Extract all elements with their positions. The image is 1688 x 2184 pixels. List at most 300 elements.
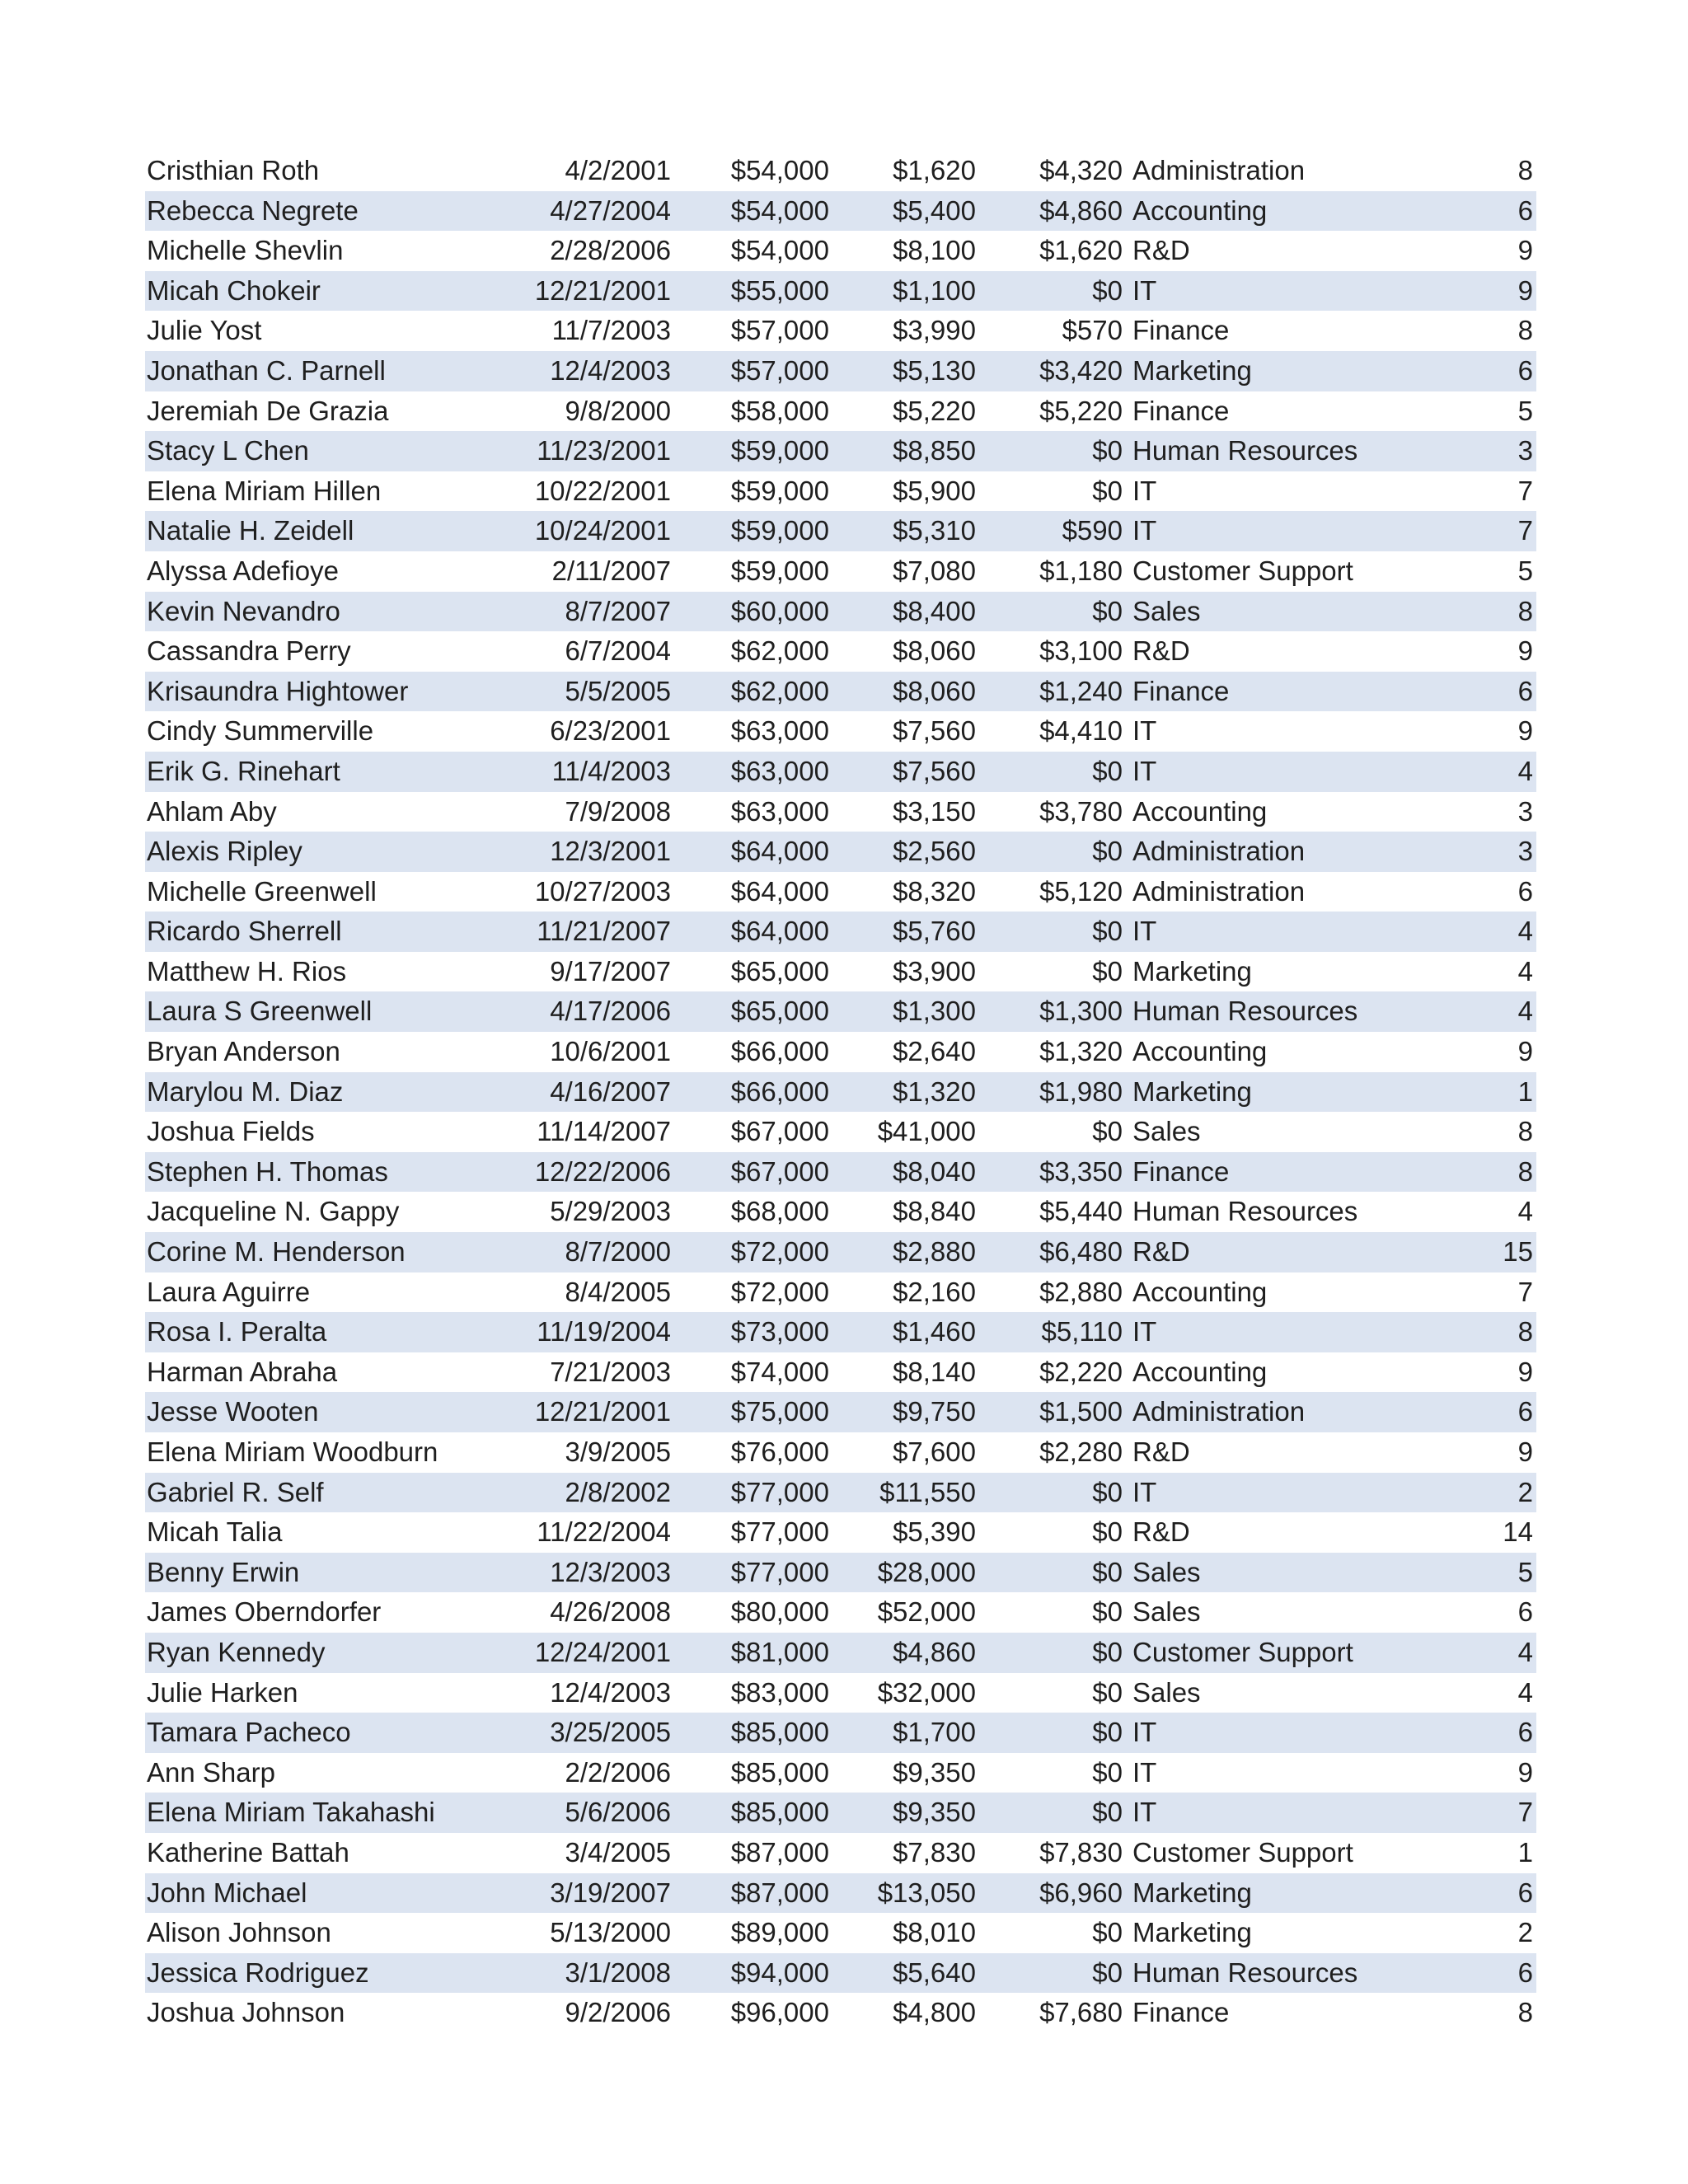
table-row <box>145 1072 1536 1113</box>
department-cell: Customer Support <box>1132 1836 1353 1868</box>
employee-name-cell: Michelle Shevlin <box>147 235 344 266</box>
table-row <box>145 1913 1536 1953</box>
employee-name-cell: Harman Abraha <box>147 1356 338 1387</box>
rating-cell: 3 <box>1517 435 1533 466</box>
department-cell: Marketing <box>1132 354 1252 386</box>
hire-date-cell: 8/4/2005 <box>565 1276 671 1307</box>
bonus-cell: $3,900 <box>893 955 976 987</box>
employee-name-cell: Bryan Anderson <box>147 1036 340 1067</box>
department-cell: Customer Support <box>1132 1636 1353 1667</box>
salary-cell: $72,000 <box>730 1276 829 1307</box>
table-row <box>145 1192 1536 1232</box>
adjustment-cell: $5,110 <box>1041 1316 1123 1347</box>
hire-date-cell: 4/16/2007 <box>550 1076 671 1107</box>
salary-cell: $73,000 <box>730 1316 829 1347</box>
department-cell: Sales <box>1132 1596 1201 1628</box>
adjustment-cell: $0 <box>1092 1797 1123 1828</box>
bonus-cell: $28,000 <box>877 1556 976 1587</box>
employee-name-cell: Cassandra Perry <box>147 635 351 667</box>
department-cell: IT <box>1132 1316 1157 1347</box>
bonus-cell: $5,400 <box>893 194 976 226</box>
adjustment-cell: $1,500 <box>1039 1396 1123 1427</box>
department-cell: Administration <box>1132 1396 1306 1427</box>
salary-cell: $62,000 <box>730 635 829 667</box>
bonus-cell: $1,460 <box>893 1316 976 1347</box>
department-cell: Finance <box>1132 1155 1230 1187</box>
salary-cell: $54,000 <box>730 155 829 185</box>
rating-cell: 8 <box>1517 1316 1533 1347</box>
rating-cell: 9 <box>1517 635 1533 667</box>
department-cell: IT <box>1132 1756 1157 1788</box>
rating-cell: 1 <box>1517 1076 1533 1107</box>
department-cell: Accounting <box>1132 194 1268 226</box>
bonus-cell: $9,350 <box>893 1797 976 1828</box>
hire-date-cell: 8/7/2000 <box>565 1236 671 1268</box>
table-row <box>145 391 1536 432</box>
employee-name-cell: Benny Erwin <box>147 1556 300 1587</box>
table-row <box>145 672 1536 712</box>
rating-cell: 5 <box>1517 395 1533 426</box>
rating-cell: 9 <box>1517 235 1533 266</box>
rating-cell: 8 <box>1517 315 1533 346</box>
employee-name-cell: Jessica Rodriguez <box>147 1957 369 1988</box>
department-cell: Marketing <box>1132 955 1252 987</box>
employee-name-cell: Erik G. Rinehart <box>147 755 340 786</box>
hire-date-cell: 9/2/2006 <box>565 1997 671 2028</box>
table-row <box>145 1032 1536 1072</box>
department-cell: IT <box>1132 475 1157 506</box>
bonus-cell: $7,830 <box>893 1836 976 1868</box>
employee-name-cell: Cindy Summerville <box>147 715 374 747</box>
hire-date-cell: 2/11/2007 <box>551 555 671 586</box>
adjustment-cell: $6,960 <box>1039 1877 1123 1908</box>
salary-cell: $96,000 <box>730 1997 829 2028</box>
hire-date-cell: 2/2/2006 <box>565 1756 671 1788</box>
hire-date-cell: 7/21/2003 <box>550 1356 671 1387</box>
salary-cell: $64,000 <box>730 875 829 907</box>
employee-name-cell: Rebecca Negrete <box>147 194 359 226</box>
table-row <box>145 511 1536 551</box>
rating-cell: 4 <box>1517 1636 1533 1667</box>
employee-name-cell: James Oberndorfer <box>147 1596 382 1628</box>
hire-date-cell: 11/4/2003 <box>551 755 671 786</box>
adjustment-cell: $0 <box>1092 916 1123 947</box>
hire-date-cell: 10/22/2001 <box>534 475 671 506</box>
rating-cell: 9 <box>1517 715 1533 747</box>
adjustment-cell: $3,350 <box>1039 1155 1123 1187</box>
department-cell: IT <box>1132 515 1157 546</box>
department-cell: Finance <box>1132 1997 1230 2028</box>
rating-cell: 5 <box>1517 555 1533 586</box>
bonus-cell: $8,040 <box>893 1155 976 1187</box>
bonus-cell: $8,840 <box>893 1196 976 1227</box>
table-row <box>145 351 1536 391</box>
bonus-cell: $8,850 <box>893 435 976 466</box>
bonus-cell: $8,010 <box>893 1917 976 1948</box>
hire-date-cell: 12/21/2001 <box>534 274 671 306</box>
table-row <box>145 872 1536 912</box>
salary-cell: $85,000 <box>730 1717 829 1748</box>
bonus-cell: $1,100 <box>893 274 976 306</box>
rating-cell: 6 <box>1517 354 1533 386</box>
employee-name-cell: Ryan Kennedy <box>147 1636 326 1667</box>
hire-date-cell: 11/22/2004 <box>537 1516 671 1548</box>
table-row <box>145 1592 1536 1633</box>
bonus-cell: $5,900 <box>893 475 976 506</box>
salary-cell: $72,000 <box>730 1236 829 1268</box>
rating-cell: 9 <box>1517 274 1533 306</box>
table-row <box>145 191 1536 232</box>
adjustment-cell: $2,280 <box>1039 1436 1123 1467</box>
table-row <box>145 471 1536 512</box>
employee-name-cell: Julie Yost <box>147 315 262 346</box>
salary-cell: $85,000 <box>730 1756 829 1788</box>
adjustment-cell: $3,420 <box>1039 354 1123 386</box>
department-cell: IT <box>1132 1717 1157 1748</box>
rating-cell: 6 <box>1517 1877 1533 1908</box>
department-cell: R&D <box>1132 1236 1190 1268</box>
department-cell: Accounting <box>1132 1356 1268 1387</box>
department-cell: Accounting <box>1132 1036 1268 1067</box>
department-cell: Sales <box>1132 1556 1201 1587</box>
salary-cell: $65,000 <box>730 996 829 1027</box>
employee-name-cell: Micah Talia <box>147 1516 283 1548</box>
salary-cell: $57,000 <box>730 354 829 386</box>
table-row <box>145 1312 1536 1352</box>
adjustment-cell: $0 <box>1092 595 1123 626</box>
salary-cell: $64,000 <box>730 836 829 867</box>
rating-cell: 7 <box>1517 475 1533 506</box>
department-cell: Sales <box>1132 595 1201 626</box>
bonus-cell: $7,080 <box>893 555 976 586</box>
rating-cell: 1 <box>1517 1836 1533 1868</box>
hire-date-cell: 12/22/2006 <box>534 1155 671 1187</box>
adjustment-cell: $0 <box>1092 1116 1123 1147</box>
salary-cell: $77,000 <box>730 1556 829 1587</box>
department-cell: R&D <box>1132 235 1190 266</box>
adjustment-cell: $1,320 <box>1039 1036 1123 1067</box>
department-cell: Administration <box>1132 836 1306 867</box>
hire-date-cell: 6/23/2001 <box>550 715 671 747</box>
table-row <box>145 711 1536 752</box>
table-row <box>145 1753 1536 1793</box>
hire-date-cell: 9/8/2000 <box>565 395 671 426</box>
salary-cell: $64,000 <box>730 916 829 947</box>
bonus-cell: $5,310 <box>893 515 976 546</box>
adjustment-cell: $1,240 <box>1039 675 1123 706</box>
bonus-cell: $7,600 <box>893 1436 976 1467</box>
hire-date-cell: 12/4/2003 <box>550 354 671 386</box>
bonus-cell: $2,160 <box>893 1276 976 1307</box>
table-row <box>145 311 1536 351</box>
salary-cell: $59,000 <box>730 435 829 466</box>
hire-date-cell: 11/7/2003 <box>551 315 671 346</box>
adjustment-cell: $0 <box>1092 1756 1123 1788</box>
employee-name-cell: Micah Chokeir <box>147 274 321 306</box>
rating-cell: 15 <box>1503 1236 1533 1268</box>
salary-cell: $87,000 <box>730 1836 829 1868</box>
adjustment-cell: $3,100 <box>1039 635 1123 667</box>
adjustment-cell: $4,320 <box>1039 155 1123 185</box>
employee-name-cell: Elena Miriam Woodburn <box>147 1436 438 1467</box>
salary-cell: $80,000 <box>730 1596 829 1628</box>
table-row <box>145 1953 1536 1994</box>
adjustment-cell: $2,220 <box>1039 1356 1123 1387</box>
employee-name-cell: Cristhian Roth <box>147 155 320 185</box>
rating-cell: 6 <box>1517 875 1533 907</box>
bonus-cell: $41,000 <box>877 1116 976 1147</box>
department-cell: Human Resources <box>1132 996 1358 1027</box>
rating-cell: 9 <box>1517 1436 1533 1467</box>
rating-cell: 8 <box>1517 1155 1533 1187</box>
hire-date-cell: 2/28/2006 <box>550 235 671 266</box>
hire-date-cell: 11/21/2007 <box>537 916 671 947</box>
salary-cell: $83,000 <box>730 1676 829 1708</box>
salary-cell: $58,000 <box>730 395 829 426</box>
salary-cell: $77,000 <box>730 1516 829 1548</box>
table-row <box>145 1272 1536 1313</box>
rating-cell: 7 <box>1517 515 1533 546</box>
bonus-cell: $7,560 <box>893 715 976 747</box>
department-cell: Accounting <box>1132 1276 1268 1307</box>
salary-cell: $54,000 <box>730 235 829 266</box>
table-row <box>145 431 1536 471</box>
department-cell: Finance <box>1132 395 1230 426</box>
salary-cell: $66,000 <box>730 1076 829 1107</box>
employee-name-cell: Jacqueline N. Gappy <box>147 1196 400 1227</box>
rating-cell: 6 <box>1517 1596 1533 1628</box>
salary-cell: $75,000 <box>730 1396 829 1427</box>
department-cell: R&D <box>1132 635 1190 667</box>
rating-cell: 4 <box>1517 955 1533 987</box>
employee-name-cell: Elena Miriam Hillen <box>147 475 382 506</box>
bonus-cell: $5,130 <box>893 354 976 386</box>
rating-cell: 9 <box>1517 1356 1533 1387</box>
table-row <box>145 271 1536 312</box>
bonus-cell: $5,220 <box>893 395 976 426</box>
department-cell: R&D <box>1132 1436 1190 1467</box>
table-row <box>145 1553 1536 1593</box>
adjustment-cell: $1,620 <box>1039 235 1123 266</box>
salary-cell: $59,000 <box>730 515 829 546</box>
salary-cell: $55,000 <box>730 274 829 306</box>
department-cell: Marketing <box>1132 1917 1252 1948</box>
employee-name-cell: Stephen H. Thomas <box>147 1155 388 1187</box>
hire-date-cell: 3/25/2005 <box>550 1717 671 1748</box>
rating-cell: 7 <box>1517 1276 1533 1307</box>
adjustment-cell: $0 <box>1092 475 1123 506</box>
table-row <box>145 752 1536 792</box>
employee-name-cell: Jonathan C. Parnell <box>147 354 386 386</box>
table-row <box>145 551 1536 592</box>
rating-cell: 7 <box>1517 1797 1533 1828</box>
hire-date-cell: 3/4/2005 <box>565 1836 671 1868</box>
adjustment-cell: $1,300 <box>1039 996 1123 1027</box>
rating-cell: 4 <box>1517 996 1533 1027</box>
table-row <box>145 952 1536 992</box>
department-cell: Human Resources <box>1132 1957 1358 1988</box>
bonus-cell: $1,320 <box>893 1076 976 1107</box>
table-row <box>145 1633 1536 1673</box>
bonus-cell: $5,760 <box>893 916 976 947</box>
employee-name-cell: Ann Sharp <box>147 1756 275 1788</box>
hire-date-cell: 12/4/2003 <box>550 1676 671 1708</box>
adjustment-cell: $0 <box>1092 1957 1123 1988</box>
table-row <box>145 912 1536 952</box>
adjustment-cell: $0 <box>1092 1676 1123 1708</box>
rating-cell: 6 <box>1517 1396 1533 1427</box>
rating-cell: 3 <box>1517 836 1533 867</box>
bonus-cell: $2,560 <box>893 836 976 867</box>
hire-date-cell: 3/1/2008 <box>565 1957 671 1988</box>
adjustment-cell: $0 <box>1092 1636 1123 1667</box>
adjustment-cell: $0 <box>1092 955 1123 987</box>
table-row <box>145 1993 1536 2033</box>
bonus-cell: $5,390 <box>893 1516 976 1548</box>
adjustment-cell: $5,440 <box>1039 1196 1123 1227</box>
table-row <box>145 1232 1536 1272</box>
rating-cell: 8 <box>1517 155 1533 185</box>
table-row <box>145 592 1536 632</box>
salary-cell: $66,000 <box>730 1036 829 1067</box>
rating-cell: 2 <box>1517 1917 1533 1948</box>
hire-date-cell: 4/2/2001 <box>565 155 671 185</box>
employee-name-cell: Laura Aguirre <box>147 1276 311 1307</box>
bonus-cell: $3,990 <box>893 315 976 346</box>
table-row <box>145 231 1536 271</box>
salary-cell: $87,000 <box>730 1877 829 1908</box>
rating-cell: 4 <box>1517 1676 1533 1708</box>
table-row <box>145 991 1536 1032</box>
hire-date-cell: 5/13/2000 <box>550 1917 671 1948</box>
employee-name-cell: Tamara Pacheco <box>147 1717 351 1748</box>
department-cell: Marketing <box>1132 1076 1252 1107</box>
salary-cell: $85,000 <box>730 1797 829 1828</box>
bonus-cell: $1,700 <box>893 1717 976 1748</box>
adjustment-cell: $6,480 <box>1039 1236 1123 1268</box>
employee-name-cell: Ricardo Sherrell <box>147 916 342 947</box>
rating-cell: 5 <box>1517 1556 1533 1587</box>
department-cell: Finance <box>1132 675 1230 706</box>
table-row <box>145 1112 1536 1152</box>
adjustment-cell: $4,860 <box>1039 194 1123 226</box>
bonus-cell: $9,350 <box>893 1756 976 1788</box>
adjustment-cell: $0 <box>1092 274 1123 306</box>
table-row <box>145 1473 1536 1513</box>
table-row <box>145 1512 1536 1553</box>
department-cell: Finance <box>1132 315 1230 346</box>
employee-name-cell: Alexis Ripley <box>147 836 302 867</box>
bonus-cell: $1,300 <box>893 996 976 1027</box>
adjustment-cell: $0 <box>1092 1717 1123 1748</box>
bonus-cell: $5,640 <box>893 1957 976 1988</box>
salary-cell: $89,000 <box>730 1917 829 1948</box>
salary-cell: $54,000 <box>730 194 829 226</box>
adjustment-cell: $7,680 <box>1039 1997 1123 2028</box>
hire-date-cell: 10/27/2003 <box>534 875 671 907</box>
employee-name-cell: Kevin Nevandro <box>147 595 340 626</box>
employee-name-cell: Michelle Greenwell <box>147 875 377 907</box>
adjustment-cell: $2,880 <box>1039 1276 1123 1307</box>
hire-date-cell: 11/19/2004 <box>537 1316 671 1347</box>
bonus-cell: $7,560 <box>893 755 976 786</box>
employee-name-cell: Alyssa Adefioye <box>147 555 339 586</box>
salary-cell: $74,000 <box>730 1356 829 1387</box>
adjustment-cell: $0 <box>1092 1516 1123 1548</box>
hire-date-cell: 12/3/2001 <box>550 836 671 867</box>
department-cell: Customer Support <box>1132 555 1353 586</box>
employee-name-cell: Stacy L Chen <box>147 435 309 466</box>
bonus-cell: $8,140 <box>893 1356 976 1387</box>
adjustment-cell: $0 <box>1092 1917 1123 1948</box>
adjustment-cell: $0 <box>1092 1556 1123 1587</box>
employee-name-cell: Natalie H. Zeidell <box>147 515 354 546</box>
salary-cell: $63,000 <box>730 715 829 747</box>
adjustment-cell: $0 <box>1092 755 1123 786</box>
employee-name-cell: Corine M. Henderson <box>147 1236 406 1268</box>
employee-name-cell: Gabriel R. Self <box>147 1476 324 1507</box>
salary-cell: $67,000 <box>730 1155 829 1187</box>
adjustment-cell: $3,780 <box>1039 795 1123 827</box>
department-cell: Accounting <box>1132 795 1268 827</box>
salary-cell: $59,000 <box>730 475 829 506</box>
hire-date-cell: 10/6/2001 <box>550 1036 671 1067</box>
adjustment-cell: $5,120 <box>1039 875 1123 907</box>
employee-name-cell: Elena Miriam Takahashi <box>147 1797 435 1828</box>
rating-cell: 6 <box>1517 1957 1533 1988</box>
department-cell: Human Resources <box>1132 435 1358 466</box>
rating-cell: 14 <box>1503 1516 1533 1548</box>
bonus-cell: $4,800 <box>893 1997 976 2028</box>
department-cell: R&D <box>1132 1516 1190 1548</box>
hire-date-cell: 11/14/2007 <box>537 1116 671 1147</box>
hire-date-cell: 12/21/2001 <box>534 1396 671 1427</box>
employee-name-cell: Marylou M. Diaz <box>147 1076 344 1107</box>
hire-date-cell: 11/23/2001 <box>537 435 671 466</box>
rating-cell: 8 <box>1517 1116 1533 1147</box>
rating-cell: 4 <box>1517 755 1533 786</box>
hire-date-cell: 3/19/2007 <box>550 1877 671 1908</box>
bonus-cell: $11,550 <box>879 1476 976 1507</box>
hire-date-cell: 5/29/2003 <box>550 1196 671 1227</box>
bonus-cell: $8,060 <box>893 635 976 667</box>
salary-cell: $94,000 <box>730 1957 829 1988</box>
department-cell: IT <box>1132 274 1157 306</box>
table-row <box>145 1833 1536 1873</box>
bonus-cell: $13,050 <box>877 1877 976 1908</box>
hire-date-cell: 12/24/2001 <box>534 1636 671 1667</box>
employee-name-cell: Rosa I. Peralta <box>147 1316 327 1347</box>
salary-cell: $65,000 <box>730 955 829 987</box>
bonus-cell: $32,000 <box>877 1676 976 1708</box>
hire-date-cell: 8/7/2007 <box>565 595 671 626</box>
bonus-cell: $1,620 <box>893 155 976 185</box>
employee-name-cell: Laura S Greenwell <box>147 996 373 1027</box>
hire-date-cell: 4/27/2004 <box>550 194 671 226</box>
adjustment-cell: $1,180 <box>1039 555 1123 586</box>
rating-cell: 8 <box>1517 1997 1533 2028</box>
adjustment-cell: $0 <box>1092 435 1123 466</box>
department-cell: Administration <box>1132 875 1306 907</box>
department-cell: Human Resources <box>1132 1196 1358 1227</box>
bonus-cell: $9,750 <box>893 1396 976 1427</box>
salary-cell: $57,000 <box>730 315 829 346</box>
hire-date-cell: 10/24/2001 <box>534 515 671 546</box>
department-cell: Sales <box>1132 1676 1201 1708</box>
adjustment-cell: $1,980 <box>1039 1076 1123 1107</box>
department-cell: Marketing <box>1132 1877 1252 1908</box>
table-row <box>145 1432 1536 1473</box>
